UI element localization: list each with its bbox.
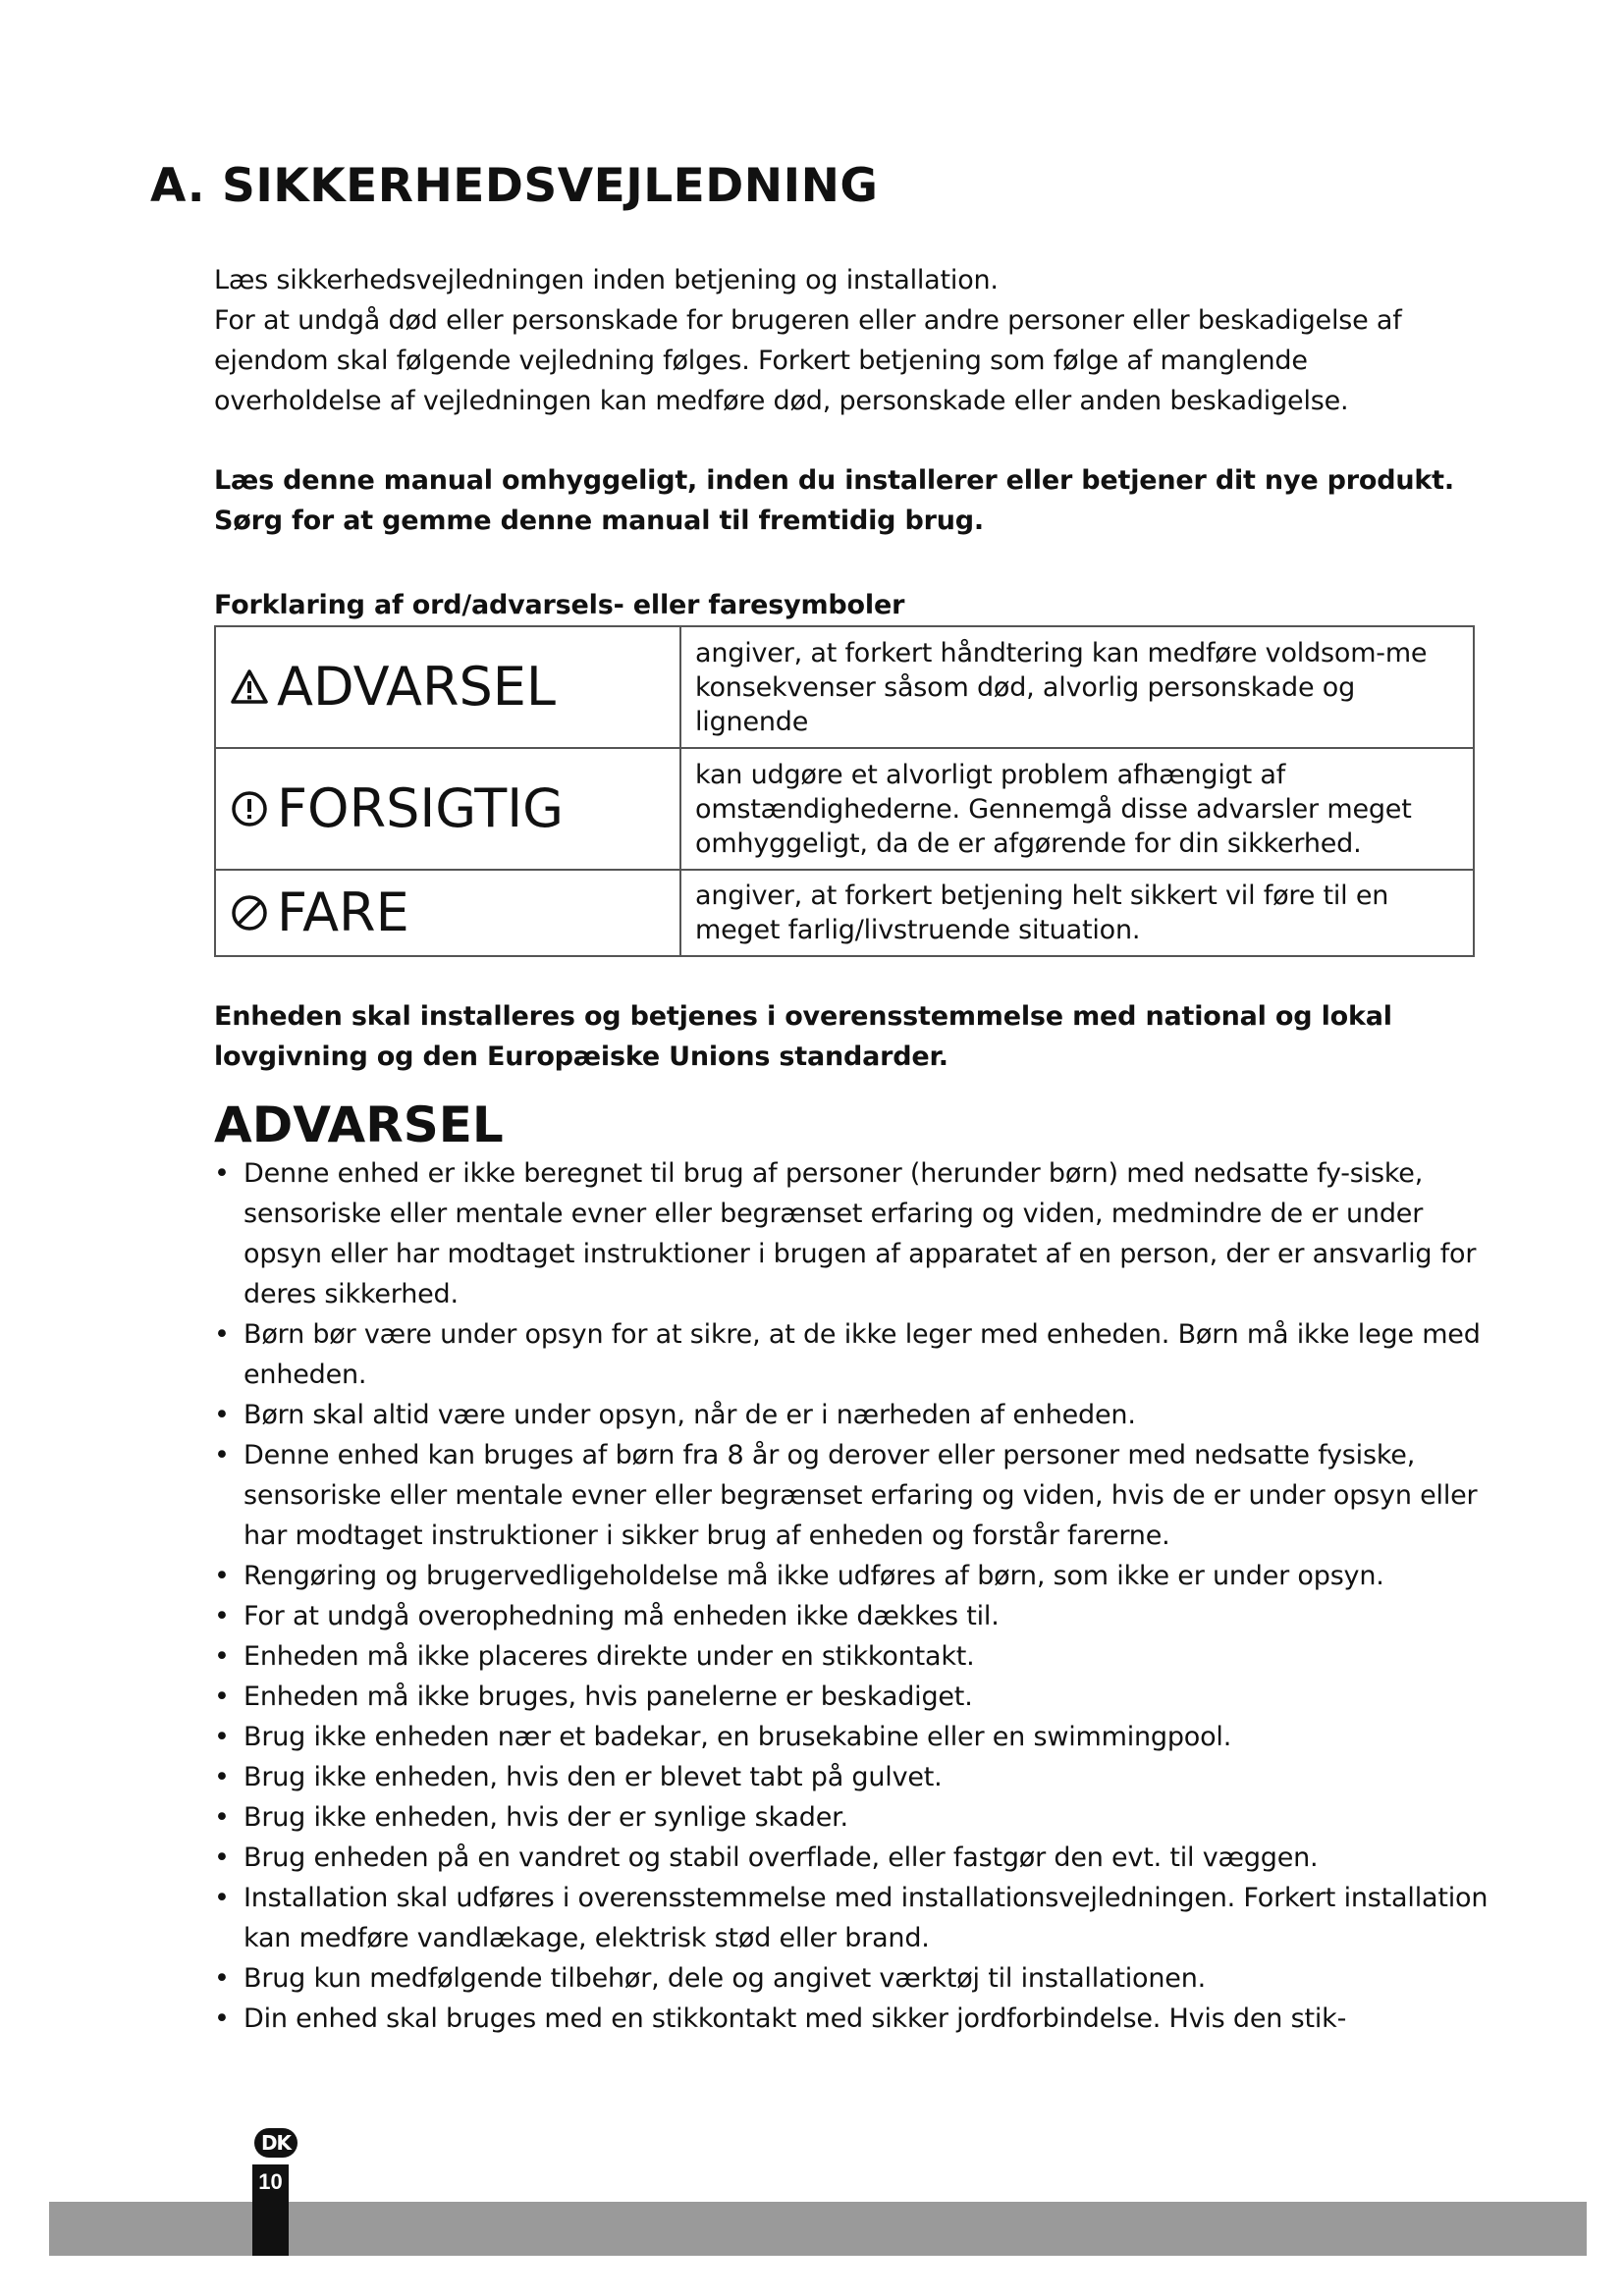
symbol-word-advarsel: ADVARSEL xyxy=(277,656,557,718)
bullet: • xyxy=(214,1682,230,1712)
list-item xyxy=(214,1153,1490,1314)
intro-line-2: For at undgå død eller personskade for brugeren eller andre personer eller beskadigelse af ejendom skal følgende vejledning følges. Forkert betjening som følge af manglende overholdelse af vejledningen kan medføre død, personskade eller anden beskadigelse. xyxy=(214,305,1402,416)
manual-note: Læs denne manual omhyggeligt, inden du installerer eller betjener dit nye produkt. Sørg for at gemme denne manual til fremtidig brug. xyxy=(214,465,1454,536)
list-item-text: Rengøring og brugervedligeholdelse må ikke udføres af børn, som ikke er under opsyn. xyxy=(244,1561,1384,1591)
list-item xyxy=(214,1395,1490,1435)
bullet: • xyxy=(214,1762,230,1792)
list-item-text: Installation skal udføres i overensstemmelse med installationsvejledningen. Forkert installation kan medføre vandlækage, elektrisk stød eller brand. xyxy=(244,1883,1489,1953)
list-item xyxy=(214,1999,1490,2039)
symbol-cell xyxy=(215,748,680,870)
symbol-row-advarsel xyxy=(215,626,1474,748)
bullet: • xyxy=(214,2003,230,2034)
bullet: • xyxy=(214,1158,230,1189)
list-item xyxy=(214,1757,1490,1797)
list-item-text: Brug ikke enheden, hvis der er synlige skader. xyxy=(244,1802,848,1833)
bullet: • xyxy=(214,1440,230,1470)
bullet: • xyxy=(214,1963,230,1994)
language-badge: DK xyxy=(254,2128,298,2158)
warning-heading: ADVARSEL xyxy=(214,1096,504,1153)
list-item xyxy=(214,1636,1490,1677)
list-item-text: Denne enhed er ikke beregnet til brug af personer (herunder børn) med nedsatte fy-siske, sensoriske eller mentale evner eller begrænset erfaring og viden, medmindre de er under opsyn eller har modtaget instruktioner i brugen af apparatet af en person, der er ansvarlig for deres sikkerhed. xyxy=(244,1158,1477,1309)
list-item-text: Denne enhed kan bruges af børn fra 8 år og derover eller personer med nedsatte fysiske, sensoriske eller mentale evner eller begrænset erfaring og viden, hvis de er under opsyn eller har modtaget instruktioner i sikker brug af enheden og forstår farerne. xyxy=(244,1440,1478,1551)
list-item xyxy=(214,1556,1490,1596)
bullet: • xyxy=(214,1561,230,1591)
symbols-heading-section xyxy=(214,585,1481,625)
symbol-cell xyxy=(215,870,680,956)
prohibited-icon xyxy=(230,893,269,933)
compliance-section xyxy=(214,996,1481,1077)
warning-list xyxy=(214,1153,1490,2039)
list-item xyxy=(214,1717,1490,1757)
list-item-text: Brug enheden på en vandret og stabil overflade, eller fastgør den evt. til væggen. xyxy=(244,1842,1319,1873)
exclamation-circle-icon xyxy=(230,789,269,828)
symbols-table xyxy=(214,625,1475,957)
list-item-text: Brug kun medfølgende tilbehør, dele og angivet værktøj til installationen. xyxy=(244,1963,1206,1994)
manual-note-section xyxy=(214,460,1481,541)
list-item xyxy=(214,1435,1490,1556)
list-item xyxy=(214,1677,1490,1717)
list-item-text: Børn skal altid være under opsyn, når de er i nærheden af enheden. xyxy=(244,1400,1136,1430)
list-item-text: Brug ikke enheden nær et badekar, en brusekabine eller en swimmingpool. xyxy=(244,1722,1232,1752)
list-item-text: Børn bør være under opsyn for at sikre, at de ikke leger med enheden. Børn må ikke lege med enheden. xyxy=(244,1319,1481,1390)
list-item-text: Din enhed skal bruges med en stikkontakt med sikker jordforbindelse. Hvis den stik- xyxy=(244,2003,1347,2034)
bullet: • xyxy=(214,1883,230,1913)
compliance-note: Enheden skal installeres og betjenes i overensstemmelse med national og lokal lovgivning og den Europæiske Unions standarder. xyxy=(214,1001,1392,1072)
symbol-word-forsigtig: FORSIGTIG xyxy=(277,777,564,839)
list-item-text: For at undgå overophedning må enheden ikke dækkes til. xyxy=(244,1601,1000,1631)
symbol-row-fare xyxy=(215,870,1474,956)
bullet: • xyxy=(214,1641,230,1672)
list-item-text: Brug ikke enheden, hvis den er blevet tabt på gulvet. xyxy=(244,1762,943,1792)
symbol-desc-advarsel: angiver, at forkert håndtering kan medføre voldsom-me konsekvenser såsom død, alvorlig personskade og lignende xyxy=(680,626,1474,748)
bullet: • xyxy=(214,1400,230,1430)
list-item xyxy=(214,1958,1490,1999)
page-title: A. SIKKERHEDSVEJLEDNING xyxy=(150,159,879,213)
symbol-desc-fare: angiver, at forkert betjening helt sikkert vil føre til en meget farlig/livstruende situation. xyxy=(680,870,1474,956)
symbol-row-forsigtig xyxy=(215,748,1474,870)
list-item-text: Enheden må ikke bruges, hvis panelerne er beskadiget. xyxy=(244,1682,973,1712)
bullet: • xyxy=(214,1802,230,1833)
list-item xyxy=(214,1596,1490,1636)
bullet: • xyxy=(214,1842,230,1873)
list-item xyxy=(214,1838,1490,1878)
list-item xyxy=(214,1878,1490,1958)
symbols-heading: Forklaring af ord/advarsels- eller faresymboler xyxy=(214,590,905,620)
list-item xyxy=(214,1797,1490,1838)
bullet: • xyxy=(214,1722,230,1752)
bullet: • xyxy=(214,1319,230,1350)
list-item-text: Enheden må ikke placeres direkte under en stikkontakt. xyxy=(244,1641,975,1672)
warning-triangle-icon xyxy=(230,667,269,707)
intro-section xyxy=(214,260,1481,421)
symbol-desc-forsigtig: kan udgøre et alvorligt problem afhængigt af omstændighederne. Gennemgå disse advarsler meget omhyggeligt, da de er afgørende for din sikkerhed. xyxy=(680,748,1474,870)
symbol-cell xyxy=(215,626,680,748)
list-item xyxy=(214,1314,1490,1395)
bullet: • xyxy=(214,1601,230,1631)
page-number: 10 xyxy=(258,2169,283,2194)
intro-line-1: Læs sikkerhedsvejledningen inden betjening og installation. xyxy=(214,265,999,295)
symbol-word-fare: FARE xyxy=(277,881,409,943)
